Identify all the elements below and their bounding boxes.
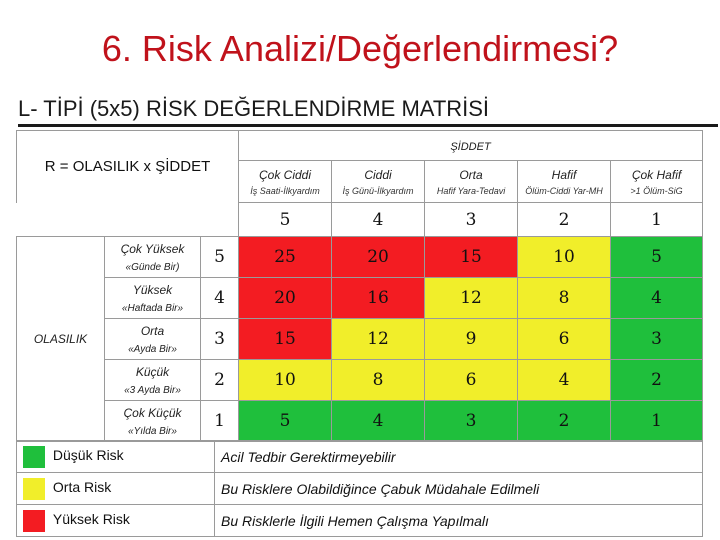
probability-value: 5 — [214, 247, 225, 267]
risk-score-cell — [332, 401, 425, 442]
risk-score-cell — [332, 237, 425, 278]
probability-value: 3 — [214, 329, 225, 349]
severity-level-cell — [611, 161, 703, 203]
risk-score-cell — [611, 401, 703, 442]
risk-score-cell — [518, 278, 611, 319]
probability-header: OLASILIK — [33, 332, 88, 346]
risk-score: 20 — [367, 247, 389, 267]
legend-row — [17, 505, 703, 537]
probability-level-desc: «3 Ayda Bir» — [124, 384, 181, 396]
risk-score-cell — [332, 360, 425, 401]
risk-score: 15 — [460, 247, 482, 267]
risk-score: 10 — [274, 370, 296, 390]
probability-value-cell — [201, 360, 239, 401]
risk-score: 25 — [274, 247, 296, 267]
probability-level-desc: «Yılda Bir» — [128, 425, 177, 437]
risk-score-cell — [239, 401, 332, 442]
severity-value: 1 — [651, 209, 662, 230]
severity-value: 4 — [372, 209, 384, 230]
legend-label-cell — [17, 441, 215, 473]
severity-level-cell — [518, 161, 611, 203]
probability-level-cell — [105, 278, 201, 319]
risk-score-cell — [332, 319, 425, 360]
severity-level-name: Hafif — [551, 167, 577, 182]
matrix-subtitle: L- TİPİ (5x5) RİSK DEĞERLENDİRME MATRİSİ — [18, 96, 490, 121]
risk-score-cell — [518, 401, 611, 442]
legend-text-cell — [215, 505, 703, 537]
risk-score: 5 — [651, 247, 662, 267]
risk-score: 2 — [651, 370, 662, 390]
severity-level-desc: Hafif Yara-Tedavi — [436, 185, 506, 196]
risk-score: 3 — [465, 411, 477, 431]
probability-level-cell — [105, 237, 201, 278]
risk-score: 6 — [558, 329, 570, 349]
risk-score: 1 — [651, 411, 662, 431]
risk-score-cell — [239, 278, 332, 319]
risk-score: 4 — [372, 411, 384, 431]
severity-level-cell — [425, 161, 518, 203]
severity-level-desc: >1 Ölüm-SiG — [630, 185, 683, 196]
risk-score-cell — [332, 278, 425, 319]
risk-score-cell — [611, 319, 703, 360]
legend-text-cell — [215, 473, 703, 505]
risk-score: 12 — [367, 329, 389, 349]
risk-score-cell — [425, 278, 518, 319]
legend-label-cell — [17, 473, 215, 505]
severity-level-name: Çok Hafif — [631, 167, 682, 182]
probability-level-name: Küçük — [135, 364, 170, 379]
risk-score: 12 — [460, 288, 482, 308]
risk-score-cell — [611, 237, 703, 278]
probability-level-name: Çok Küçük — [123, 405, 182, 420]
risk-score: 4 — [558, 370, 570, 390]
risk-score: 15 — [274, 329, 296, 349]
matrix-row — [17, 319, 703, 360]
severity-value: 3 — [465, 209, 477, 230]
legend-text: Acil Tedbir Gerektirmeyebilir — [221, 448, 396, 465]
legend-row — [17, 473, 703, 505]
severity-level-desc: İş Günü-İlkyardım — [342, 185, 414, 196]
severity-value-cell — [425, 203, 518, 237]
risk-score: 10 — [553, 247, 575, 267]
legend-text-cell — [215, 441, 703, 473]
risk-score-cell — [425, 237, 518, 278]
probability-value: 1 — [214, 411, 225, 431]
risk-score-cell — [518, 360, 611, 401]
legend-swatch — [23, 510, 45, 532]
legend-swatch — [23, 446, 45, 468]
probability-value: 4 — [214, 288, 225, 308]
risk-matrix-table — [16, 130, 703, 442]
risk-score-cell — [425, 401, 518, 442]
legend-text: Bu Risklerle İlgili Hemen Çalışma Yapılmalı — [221, 512, 489, 529]
matrix-row — [17, 237, 703, 278]
formula-cell — [17, 131, 239, 203]
risk-score: 6 — [465, 370, 477, 390]
risk-score: 8 — [558, 288, 570, 308]
risk-score-cell — [518, 237, 611, 278]
probability-level-cell — [105, 360, 201, 401]
severity-level-desc: Ölüm-Ciddi Yar-MH — [525, 185, 603, 196]
probability-level-name: Orta — [140, 323, 165, 338]
legend-label: Orta Risk — [52, 479, 112, 496]
risk-score-cell — [518, 319, 611, 360]
severity-value-cell — [332, 203, 425, 237]
severity-value: 2 — [558, 209, 570, 230]
probability-level-name: Çok Yüksek — [120, 241, 185, 256]
legend-label: Düşük Risk — [52, 447, 124, 464]
probability-level-desc: «Günde Bir) — [125, 261, 180, 273]
risk-score: 9 — [465, 329, 477, 349]
risk-score-cell — [611, 360, 703, 401]
risk-score-cell — [239, 237, 332, 278]
probability-value-cell — [201, 319, 239, 360]
probability-level-desc: «Ayda Bir» — [128, 343, 177, 355]
probability-level-name: Yüksek — [132, 282, 173, 297]
probability-value: 2 — [214, 370, 225, 390]
probability-value-cell — [201, 237, 239, 278]
severity-header: ŞİDDET — [450, 140, 491, 153]
risk-score-cell — [239, 319, 332, 360]
matrix-row — [17, 360, 703, 401]
severity-level-cell — [239, 161, 332, 203]
probability-level-cell — [105, 319, 201, 360]
risk-score: 4 — [651, 288, 662, 308]
probability-value-cell — [201, 401, 239, 442]
probability-level-desc: «Haftada Bir» — [121, 302, 184, 314]
risk-score-cell — [239, 360, 332, 401]
probability-header-cell — [17, 237, 105, 442]
legend-label-cell — [17, 505, 215, 537]
subtitle-underline — [18, 124, 718, 127]
legend-row — [17, 441, 703, 473]
page-title: 6. Risk Analizi/Değerlendirmesi? — [101, 28, 619, 69]
blank-corner-cell — [17, 203, 239, 237]
risk-score: 3 — [651, 329, 662, 349]
risk-score: 16 — [367, 288, 389, 308]
legend-table — [16, 440, 703, 537]
severity-level-name: Ciddi — [364, 167, 392, 182]
probability-level-cell — [105, 401, 201, 442]
risk-score-cell — [425, 319, 518, 360]
formula-label: R = OLASILIK x ŞİDDET — [44, 157, 211, 175]
risk-score-cell — [425, 360, 518, 401]
matrix-row — [17, 278, 703, 319]
legend-label: Yüksek Risk — [52, 511, 130, 528]
legend-swatch — [23, 478, 45, 500]
severity-header-cell — [239, 131, 703, 161]
severity-level-cell — [332, 161, 425, 203]
risk-score: 8 — [372, 370, 384, 390]
matrix-row — [17, 401, 703, 442]
severity-level-name: Orta — [459, 167, 483, 182]
risk-score: 5 — [279, 411, 291, 431]
severity-value-cell — [611, 203, 703, 237]
severity-level-name: Çok Ciddi — [259, 167, 312, 182]
severity-value: 5 — [279, 209, 291, 230]
probability-value-cell — [201, 278, 239, 319]
severity-level-desc: İş Saati-İlkyardım — [250, 185, 320, 196]
risk-score: 20 — [274, 288, 296, 308]
legend-text: Bu Risklere Olabildiğince Çabuk Müdahale Edilmeli — [221, 480, 540, 497]
severity-value-cell — [239, 203, 332, 237]
risk-score-cell — [611, 278, 703, 319]
severity-value-cell — [518, 203, 611, 237]
risk-score: 2 — [558, 411, 570, 431]
